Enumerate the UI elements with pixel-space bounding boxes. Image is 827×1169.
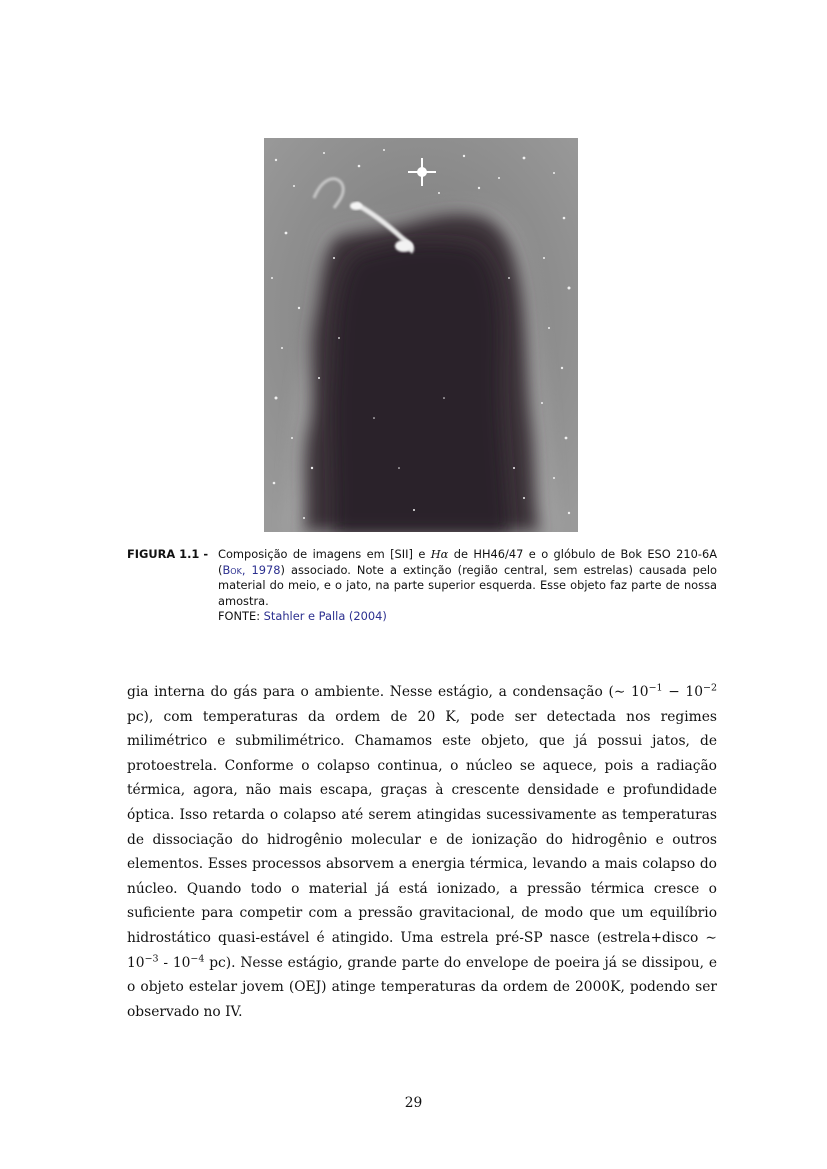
exponent: −1	[648, 682, 663, 694]
nebula-photo	[264, 138, 578, 532]
figure-caption-body	[218, 547, 717, 625]
exponent: −4	[190, 952, 205, 964]
source-label: FONTE:	[218, 609, 264, 624]
citation-author-link[interactable]: Bok	[222, 562, 242, 577]
page-number: 29	[404, 1095, 423, 1111]
figure-label: FIGURA 1.1 -	[127, 547, 209, 561]
body-paragraph	[127, 680, 717, 1024]
body-text: − 10	[662, 684, 703, 700]
source-citation-link[interactable]: Stahler e Palla (2004)	[263, 609, 387, 624]
exponent: −2	[702, 682, 717, 694]
body-text: pc), com temperaturas da ordem de 20 K, pode ser detectada nos regimes milimétrico e submilimétrico. Chamamos este objeto, que já possui jatos, de protoestrela. Conforme o colapso continua, o núcleo se aquece, pois a radiação térmica, agora, não mais escapa, graças à crescente densidade e profundidade óptica. Isso retarda o colapso até serem atingidas sucessivamente as temperaturas de dissociação do hidrogênio molecular e de ionização do hidrogênio e outros elementos. Esses processos absorvem a energia térmica, levando a mais colapso do núcleo. Quando todo o material já está ionizado, a pressão térmica cresce o suficiente para competir com a pressão gravitacional, de modo que um equilíbrio hidrostático quasi-estável é atingido. Uma estrela pré-SP nasce (estrela+disco ∼ 10	[127, 708, 717, 971]
citation-sep: ,	[241, 562, 252, 577]
figure-caption	[127, 547, 717, 625]
body-text: gia interna do gás para o ambiente. Nesse estágio, a condensação (∼ 10	[127, 684, 649, 700]
caption-text: Composição de imagens em [SII] e	[218, 547, 431, 561]
caption-text: ) associado. Note a extinção (região central, sem estrelas) causada pelo material do meio, e o jato, na parte superior esquerda. Esse objeto faz parte de nossa amostra.	[218, 562, 717, 608]
body-text: - 10	[158, 954, 191, 971]
exponent: −3	[144, 952, 159, 964]
body-text: pc). Nesse estágio, grande parte do envelope de poeira já se dissipou, e o objeto estelar jovem (OEJ) atinge temperaturas da ordem de 2000K, podendo ser observado no IV.	[127, 954, 717, 1020]
citation-year-link[interactable]: 1978	[251, 562, 281, 577]
caption-text: de HH46/47 e o glóbulo de Bok ESO 210-6A (	[218, 547, 718, 577]
caption-math: Hα	[430, 547, 449, 561]
